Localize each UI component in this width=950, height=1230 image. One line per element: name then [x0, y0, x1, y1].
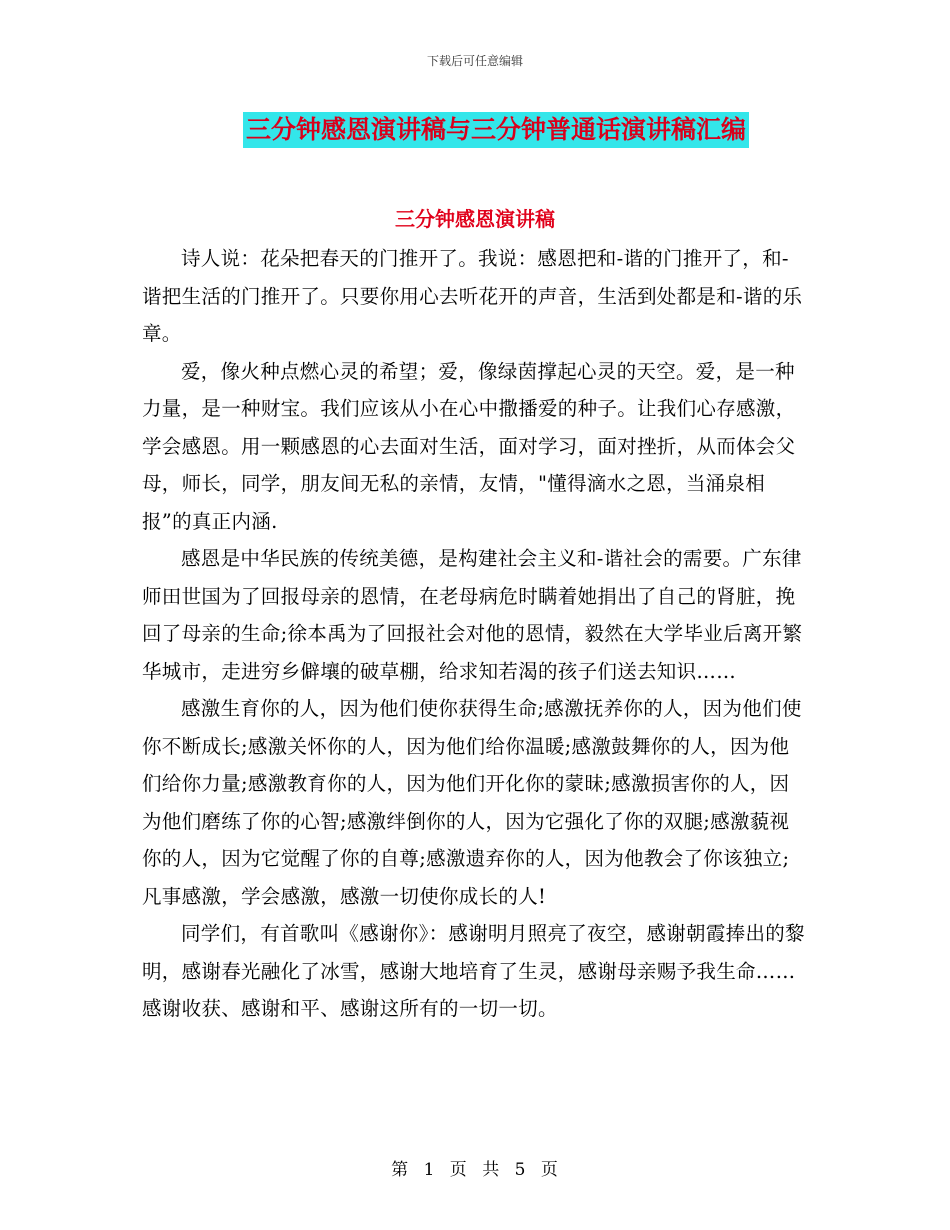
main-title: 三分钟感恩演讲稿与三分钟普通话演讲稿汇编 [243, 112, 749, 148]
footer-page-word: 第 [391, 1160, 410, 1180]
paragraph: 感恩是中华民族的传统美德，是构建社会主义和-谐社会的需要。广东律师田世国为了回报母亲的恩情，在老母病危时瞒着她捐出了自己的肾脏，挽回了母亲的生命;徐本禹为了回报社会对他的恩情，毅然在大学毕业后离开繁华城市，走进穷乡僻壤的破草棚，给求知若渴的孩子们送去知识…… [142, 547, 803, 683]
footer-total-word: 共 [482, 1160, 501, 1180]
page-footer [0, 1155, 950, 1180]
paragraph: 爱，像火种点燃心灵的希望；爱，像绿茵撑起心灵的天空。爱，是一种力量，是一种财宝。我们应该从小在心中撒播爱的种子。让我们心存感激，学会感恩。用一颗感恩的心去面对生活，面对学习，面对挫折，从而体会父母，师长，同学，朋友间无私的亲情，友情，"懂得滴水之恩，当涌泉相报”的真正内涵. [142, 359, 796, 533]
footer-page-unit: 页 [449, 1160, 468, 1180]
paragraph: 诗人说：花朵把春天的门推开了。我说：感恩把和-谐的门推开了，和-谐把生活的门推开了。只要你用心去听花开的声音，生活到处都是和-谐的乐章。 [142, 247, 803, 345]
section-title: 三分钟感恩演讲稿 [395, 207, 555, 231]
main-title-container [0, 112, 950, 148]
paragraph: 感激生育你的人，因为他们使你获得生命;感激抚养你的人，因为他们使你不断成长;感激关怀你的人，因为他们给你温暖;感激鼓舞你的人，因为他们给你力量;感激教育你的人，因为他们开化你的蒙昧;感激损害你的人，因为他们磨练了你的心智;感激绊倒你的人，因为它强化了你的双腿;感激藐视你的人，因为它觉醒了你的自尊;感激遗弃你的人，因为他教会了你该独立;凡事感激，学会感激，感激一切使你成长的人! [142, 697, 802, 908]
footer-total-unit: 页 [540, 1160, 559, 1180]
footer-page-number: 1 [423, 1160, 436, 1180]
footer-total-pages: 5 [514, 1160, 527, 1180]
document-body [142, 240, 807, 1028]
paragraph: 同学们，有首歌叫《感谢你》：感谢明月照亮了夜空，感谢朝霞捧出的黎明，感谢春光融化了冰雪，感谢大地培育了生灵，感谢母亲赐予我生命……感谢收获、感谢和平、感谢这所有的一切一切。 [142, 922, 805, 1020]
header-note: 下载后可任意编辑 [426, 54, 523, 68]
